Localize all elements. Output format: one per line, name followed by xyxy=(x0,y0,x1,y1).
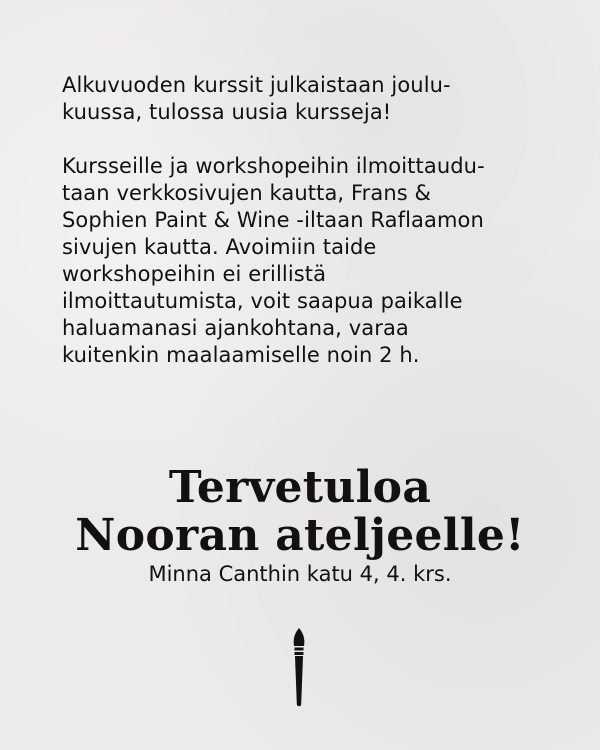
headline-line-2: Nooran ateljeelle! xyxy=(75,510,525,561)
text-line: haluamanasi ajankohtana, varaa xyxy=(62,316,409,340)
paintbrush-icon xyxy=(285,626,313,710)
text-line: sivujen kautta. Avoimiin taide xyxy=(62,235,377,259)
headline-line-1: Tervetuloa xyxy=(168,462,432,513)
text-line: ilmoittautumista, voit saapua paikalle xyxy=(62,289,463,313)
text-line: workshopeihin ei erillistä xyxy=(62,262,327,286)
paragraph-courses xyxy=(62,72,562,126)
text-line: kuitenkin maalaamiselle noin 2 h. xyxy=(62,343,420,367)
text-line: kuussa, tulossa uusia kursseja! xyxy=(62,100,392,124)
welcome-headline xyxy=(0,464,600,560)
text-line: Alkuvuoden kurssit julkaistaan joulu- xyxy=(62,73,451,97)
text-line: Sophien Paint & Wine -iltaan Raflaamon xyxy=(62,208,484,232)
text-line: Kursseille ja workshopeihin ilmoittaudu- xyxy=(62,154,485,178)
announcement-text xyxy=(62,72,562,369)
studio-address: Minna Canthin katu 4, 4. krs. xyxy=(148,562,452,586)
text-line: taan verkkosivujen kautta, Frans & xyxy=(62,181,432,205)
paragraph-registration xyxy=(62,153,562,369)
